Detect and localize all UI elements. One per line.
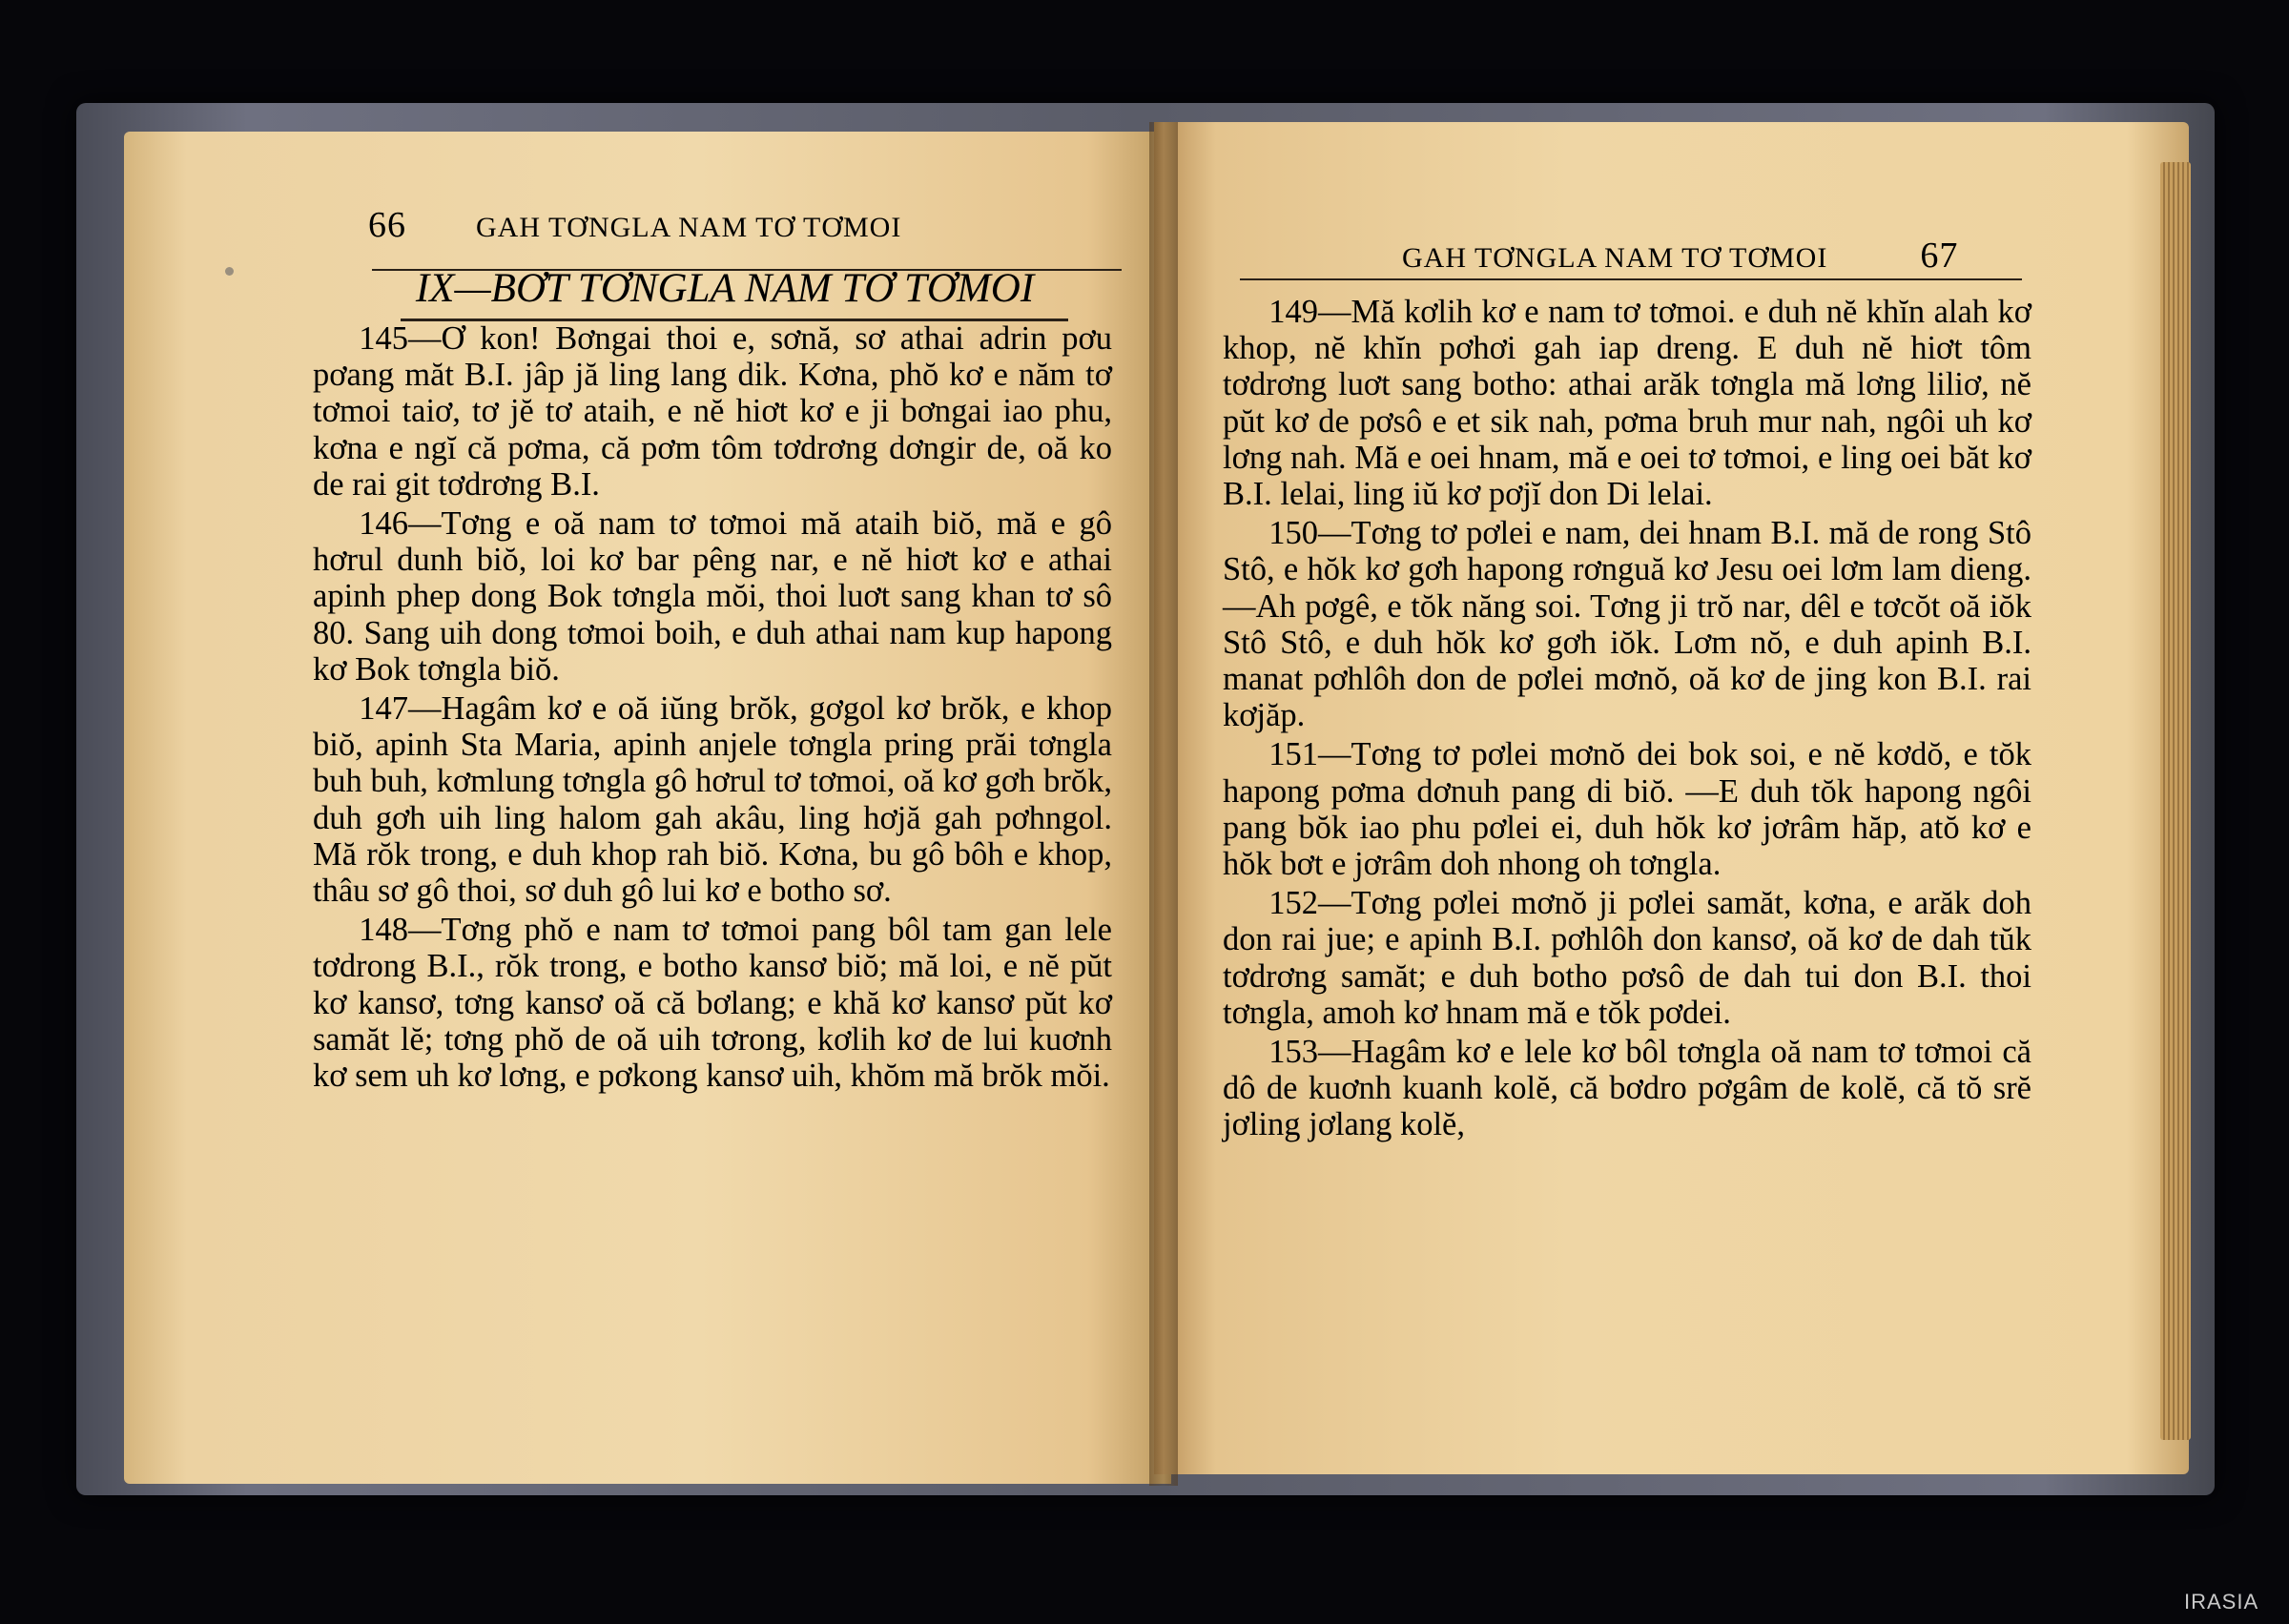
paragraph-153: 153—Hagâm kơ e lele kơ bôl tơngla oă nam tơ tơmoi că dô de kuơnh kuanh kolĕ, că bơdro pơgâm de kolĕ, că tŏ srĕ jơling jơlang kolĕ, <box>1223 1034 2031 1143</box>
book-gutter <box>1149 122 1178 1486</box>
paragraph-146: 146—Tơng e oă nam tơ tơmoi mă ataih biŏ, mă e gô hơrul dunh biŏ, loi kơ bar pêng nar, e nĕ hiơt kơ e athai apinh phep dong Bok tơngla mŏi, thoi luơt sang khan tơ sô 80. Sang uih dong tơmoi boih, e duh athai nam kup hapong kơ Bok tơngla biŏ. <box>313 505 1112 688</box>
paragraph-147: 147—Hagâm kơ e oă iŭng brŏk, gơgol kơ brŏk, e khop biŏ, apinh Sta Maria, apinh anjele tơngla pring prăi tơngla buh buh, kơmlung tơngla gô hơrul tơ tơmoi, oă kơ gơh brŏk, duh gơh uih ling halom gah akâu, ling hơjă gah pơhngol. Mă rŏk trong, e duh khop rah biŏ. Kơna, bu gô bôh e khop, thâu sơ gô thoi, sơ duh gô lui kơ e botho sơ. <box>313 690 1112 910</box>
paragraph-150: 150—Tơng tơ pơlei e nam, dei hnam B.I. mă de rong Stô Stô, e hŏk kơ gơh hapong rơnguă kơ Jesu oei lơm lam dieng.—Ah pơgê, e tŏk năng soi. Tơng ji trŏ nar, dêl e tơcŏt oă iŏk Stô Stô, e duh hŏk kơ gơh iŏk. Lơm nŏ, e duh apinh B.I. manat pơhlôh don de pơlei mơnŏ, oă kơ de jing kon B.I. rai kơjăp. <box>1223 515 2031 734</box>
section-title: IX—BƠT TƠNGLA NAM TƠ TƠMOI <box>415 266 1035 311</box>
right-running-head: GAH TƠNGLA NAM TƠ TƠMOI <box>1402 242 1828 274</box>
right-page-number: 67 <box>1920 236 1959 276</box>
right-text-column <box>1223 294 2031 1146</box>
paragraph-151: 151—Tơng tơ pơlei mơnŏ dei bok soi, e nĕ kơdŏ, e tŏk hapong pơma dơnuh pang di biŏ. —E duh tŏk hapong ngôi pang bŏk iao phu pơlei ei, duh hŏk kơ jơrâm hăp, atŏ kơ e hŏk bơt e jơrâm doh nhong oh tơngla. <box>1223 736 2031 883</box>
right-page-header <box>1402 235 1958 277</box>
page-edges <box>2160 162 2191 1440</box>
paragraph-148: 148—Tơng phŏ e nam tơ tơmoi pang bôl tam gan lele tơdrong B.I., rŏk trong, e botho kansơ biŏ; mă loi, e nĕ pŭt kơ kansơ, tơng kansơ oă că bơlang; e khă kơ kansơ pŭt kơ samăt lĕ; tơng phŏ de oă uih tơrong, kơlih kơ de lui kuơnh kơ sem uh kơ lơng, e pơkong kansơ uih, khŏm mă brŏk mŏi. <box>313 912 1112 1095</box>
left-text-column <box>313 320 1112 1097</box>
page-spot <box>225 267 234 276</box>
left-page-number: 66 <box>368 205 406 245</box>
paragraph-152: 152—Tơng pơlei mơnŏ ji pơlei samăt, kơna, e arăk doh don rai jue; e apinh B.I. pơhlôh don kansơ, oă kơ de dah tŭk tơdrơng samăt; e duh botho pơsô de dah tui don B.I. thoi tơngla, amoh kơ hnam mă e tŏk pơdei. <box>1223 885 2031 1031</box>
watermark: IRASIA <box>2184 1590 2259 1614</box>
paragraph-145: 145—Ơ kon! Bơngai thoi e, sơnă, sơ athai adrin pơu pơang măt B.I. jâp jă ling lang dik. Kơna, phŏ kơ e năm tơ tơmoi taiơ, tơ jĕ tơ ataih, e nĕ hiơt kơ e ji bơngai iao phu, kơna e ngĭ că pơma, că pơm tôm tơdrơng dơngir de, oă ko de rai git tơdrơng B.I. <box>313 320 1112 503</box>
right-header-rule <box>1240 278 2022 280</box>
left-page-header <box>368 204 901 246</box>
left-running-head: GAH TƠNGLA NAM TƠ TƠMOI <box>476 212 902 243</box>
paragraph-149: 149—Mă kơlih kơ e nam tơ tơmoi. e duh nĕ khĭn alah kơ khop, nĕ khĭn pơhơi gah iap dreng. E duh nĕ hiơt tôm tơdrơng luơt sang botho: athai arăk tơngla mă lơng liliơ, nĕ pŭt kơ de pơsô e et sik nah, pơma bruh mur nah, ngôi uh kơ lơng nah. Mă e oei hnam, mă e oei tơ tơmoi, e ling oei băt kơ B.I. lelai, ling iŭ kơ pơjĭ don Di lelai. <box>1223 294 2031 513</box>
